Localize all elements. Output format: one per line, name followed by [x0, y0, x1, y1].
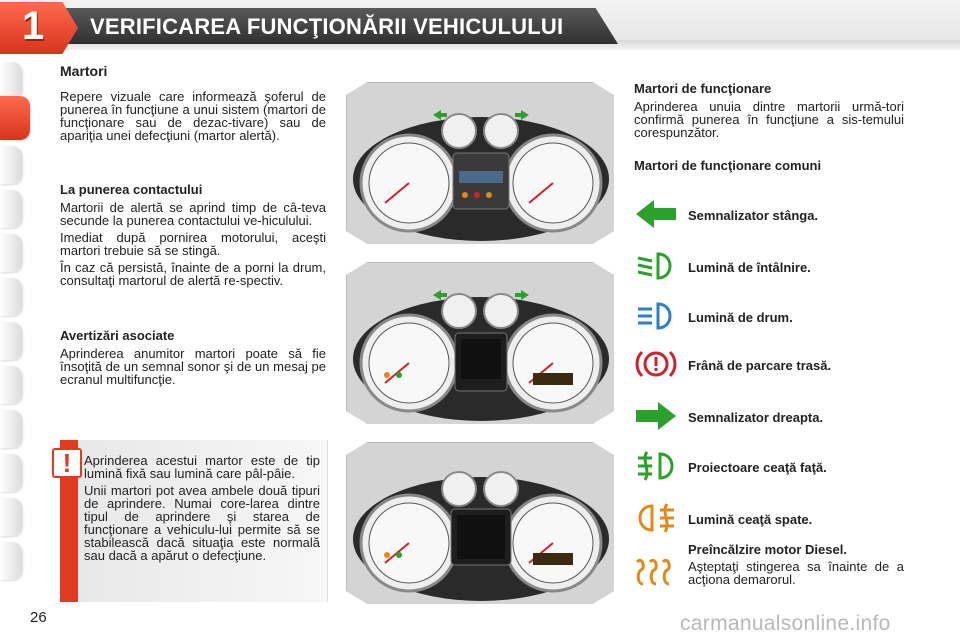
- dipped-beam-icon: [634, 248, 678, 284]
- chapter-tab[interactable]: [0, 322, 22, 360]
- page-number: 26: [30, 609, 47, 626]
- legend-label: Semnalizator stânga.: [688, 208, 819, 223]
- chapter-tab[interactable]: [0, 366, 22, 404]
- contact-block: [60, 183, 326, 291]
- warning-note-paragraph-1: Aprinderea acestui martor este de tip lumină fixă sau lumină care pâl-pâie.: [84, 453, 320, 481]
- page-title: VERIFICAREA FUNCŢIONĂRII VEHICULULUI: [90, 14, 564, 39]
- front-fog-icon: [634, 448, 678, 484]
- legend-item-front-fog: [634, 448, 924, 488]
- legend-item-dipped-beam: [634, 248, 924, 288]
- legend-label: Frână de parcare trasă.: [688, 358, 832, 373]
- intro-paragraph: Repere vizuale care informează şoferul de punerea în funcţiune a unui sistem (martori de funcţionare sau de dezac-tivare) sau de apariţia unei defecţiuni (martor alertă).: [60, 89, 326, 143]
- functional-lights-title: Martori de funcţionare: [634, 81, 772, 96]
- parking-brake-icon: [634, 346, 678, 382]
- legend-label: Lumină ceaţă spate.: [688, 512, 813, 527]
- legend-item-parking-brake: [634, 346, 924, 386]
- chapter-tab[interactable]: [0, 278, 22, 316]
- common-lights-title: Martori de funcţionare comuni: [634, 158, 822, 173]
- legend-label: Proiectoare ceaţă faţă.: [688, 460, 827, 475]
- dashboard-illustration-3: [346, 442, 614, 604]
- warnings-title: Avertizări asociate: [60, 328, 175, 343]
- contact-title: La punerea contactului: [60, 182, 203, 197]
- diesel-preheat-text: [688, 543, 904, 590]
- diesel-preheat-description: Aşteptaţi stingerea sa înainte de a acţiona demarorul.: [688, 559, 904, 587]
- legend-label: Lumină de întâlnire.: [688, 260, 811, 275]
- functional-lights-intro: Aprinderea unuia dintre martorii urmă-tori confirmă punerea în funcţiune a sis-temului corespunzător.: [634, 99, 904, 140]
- contact-paragraph-1: Martorii de alertă se aprind timp de câ-teva secunde la punerea contactului ve-hiculului.: [60, 200, 326, 228]
- dashboard-illustration-1: [346, 82, 614, 244]
- legend-item-diesel-preheat: [634, 542, 924, 608]
- left-turn-arrow-icon: [634, 196, 678, 232]
- contact-paragraph-2: Imediat după pornirea motorului, aceşti martori trebuie să se stingă.: [60, 230, 326, 258]
- dashboard-illustration-2: [346, 262, 614, 424]
- intro-block: [60, 90, 326, 146]
- chapter-number: 1: [22, 4, 45, 48]
- watermark: carmanualsonline.info: [680, 612, 891, 635]
- contact-paragraph-3: În caz că persistă, înainte de a porni la drum, consultaţi martorul de alertă re-spectiv.: [60, 260, 326, 288]
- chapter-tab[interactable]: [0, 410, 22, 448]
- functional-lights-block: [634, 82, 904, 143]
- exclamation-icon: !: [52, 448, 82, 478]
- right-turn-arrow-icon: [634, 398, 678, 434]
- chapter-tab[interactable]: [0, 146, 22, 184]
- section-title-martori: Martori: [60, 63, 108, 79]
- chapter-tab[interactable]: [0, 234, 22, 272]
- legend-label: Semnalizator dreapta.: [688, 410, 824, 425]
- chapter-tab[interactable]: [0, 498, 22, 536]
- warnings-paragraph: Aprinderea anumitor martori poate să fie însoţită de un semnal sonor şi de un mesaj pe ecranul multifuncţie.: [60, 346, 326, 387]
- main-beam-icon: [634, 298, 678, 334]
- legend-item-rear-fog: [634, 500, 924, 540]
- legend-label: Lumină de drum.: [688, 310, 793, 325]
- chapter-tab[interactable]: [0, 454, 22, 492]
- warnings-block: [60, 329, 326, 390]
- chapter-tab[interactable]: [0, 62, 22, 100]
- diesel-preheat-title: Preîncălzire motor Diesel.: [688, 542, 847, 557]
- legend-item-right-indicator: [634, 398, 924, 438]
- chapter-tab[interactable]: [0, 190, 22, 228]
- diesel-preheat-icon: [634, 554, 678, 590]
- warning-note-text: [84, 454, 320, 566]
- legend-item-left-indicator: [634, 196, 924, 236]
- rear-fog-icon: [634, 500, 678, 536]
- chapter-tab[interactable]: [0, 542, 22, 580]
- warning-note-paragraph-2: Unii martori pot avea ambele două tipuri de aprindere. Numai core-larea dintre tipul de aprindere şi starea de funcţionare a vehiculu-lui permite să se stabilească dacă situaţia este normală sau dacă a apărut o defecţiune.: [84, 483, 320, 563]
- legend-item-main-beam: [634, 298, 924, 338]
- chapter-tab-active[interactable]: [0, 96, 30, 140]
